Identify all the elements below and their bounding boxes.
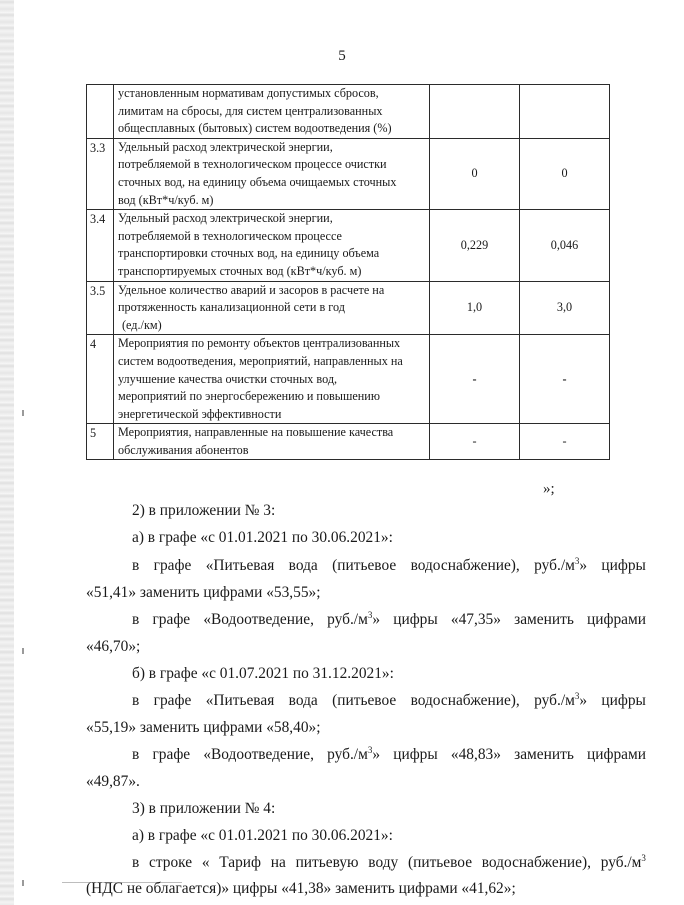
word	[534, 552, 587, 579]
word: цифрами	[587, 746, 646, 763]
word: в	[132, 557, 140, 574]
table-row	[87, 85, 610, 139]
table-row	[87, 138, 610, 209]
value-cell-1: 0	[430, 138, 520, 209]
value-cell-1: -	[430, 424, 520, 460]
word: графе	[152, 746, 191, 763]
unit-text: руб./м	[600, 854, 642, 871]
description-line: вод (кВт*ч/куб. м)	[118, 192, 214, 207]
paragraph: (НДС не облагается)» цифры «41,38» заменить цифрами «41,62»;	[86, 880, 516, 897]
word: «47,35»	[450, 611, 501, 628]
word: водоснабжение),	[481, 854, 591, 871]
word: воду	[368, 854, 399, 871]
word: графе	[153, 557, 192, 574]
paragraph: а) в графе «с 01.01.2021 по 30.06.2021»:	[132, 827, 393, 844]
word: в	[132, 611, 140, 628]
value-cell-2: -	[520, 335, 610, 424]
word: «Водоотведение,	[203, 611, 314, 628]
description-line: потребляемой в технологическом процессе	[118, 228, 342, 243]
word: в	[132, 746, 140, 763]
row-number: 3.3	[87, 138, 114, 209]
quote-mark: »	[372, 746, 381, 763]
description-line: энергетической эффективности	[118, 406, 282, 421]
row-number: 4	[87, 335, 114, 424]
description-line: Удельный расход электрической энергии,	[118, 139, 333, 154]
word: цифры	[393, 611, 438, 628]
value-cell-1: -	[430, 335, 520, 424]
word: водоснабжение),	[410, 557, 520, 574]
row-description	[114, 281, 430, 335]
paragraph: а) в графе «с 01.01.2021 по 30.06.2021»:	[132, 529, 393, 546]
value-cell-2: -	[520, 424, 610, 460]
row-description	[114, 210, 430, 281]
word: цифры	[601, 557, 646, 574]
word	[327, 606, 380, 633]
justified-line	[86, 849, 646, 876]
word: на	[270, 854, 286, 871]
unit-text: руб./м	[534, 692, 575, 709]
quote-mark: »	[579, 557, 588, 574]
word: «	[201, 854, 210, 871]
justified-line	[86, 687, 646, 714]
superscript: 3	[367, 745, 373, 755]
word: цифры	[393, 746, 438, 763]
row-number: 5	[87, 424, 114, 460]
scan-mark	[22, 648, 24, 654]
value-cell-1: 0,229	[430, 210, 520, 281]
row-description	[114, 424, 430, 460]
quote-mark: »	[579, 692, 588, 709]
word: Тариф	[219, 854, 262, 871]
row-description	[114, 138, 430, 209]
word: (питьевое	[407, 854, 473, 871]
scan-edge	[0, 0, 14, 905]
description-line: транспортируемых сточных вод (кВт*ч/куб. м)	[118, 263, 362, 278]
quote-mark: »	[372, 611, 381, 628]
word: (питьевое	[332, 557, 397, 574]
paragraph: «49,87».	[86, 773, 140, 790]
word: заменить	[514, 746, 574, 763]
description-line: общесплавных (бытовых) систем водоотведения (%)	[118, 121, 392, 136]
description-line: Удельный расход электрической энергии,	[118, 211, 333, 226]
superscript: 3	[367, 610, 373, 620]
paragraph: «55,19» заменить цифрами «58,40»;	[86, 719, 321, 736]
description-line: транспортировки сточных вод, на единицу объема	[118, 246, 380, 261]
paragraph: б) в графе «с 01.07.2021 по 31.12.2021»:	[132, 665, 394, 682]
word: в	[132, 692, 140, 709]
word: «48,83»	[450, 746, 501, 763]
unit-text: руб./м	[534, 557, 575, 574]
word: питьевую	[295, 854, 359, 871]
description-line: (ед./км)	[122, 317, 162, 332]
description-line: сточных вод, на единицу объема очищаемых сточных	[118, 174, 397, 189]
word	[534, 687, 587, 714]
word: в	[132, 854, 140, 871]
description-line: обслуживания абонентов	[118, 442, 249, 457]
description-line: потребляемой в технологическом процессе очистки	[118, 157, 387, 172]
table-row	[87, 210, 610, 281]
description-line: систем водоотведения, мероприятий, направленных на	[118, 353, 403, 368]
word: водоснабжение),	[410, 692, 520, 709]
word: (питьевое	[332, 692, 397, 709]
value-cell-2: 0	[520, 138, 610, 209]
word: «Питьевая	[205, 692, 275, 709]
superscript: 3	[641, 853, 646, 863]
justified-line	[86, 552, 646, 579]
value-cell-1: 1,0	[430, 281, 520, 335]
word: вода	[288, 557, 318, 574]
word: «Питьевая	[205, 557, 275, 574]
indicators-table	[86, 84, 610, 460]
paragraph: 2) в приложении № 3:	[132, 502, 276, 519]
superscript: 3	[574, 691, 580, 701]
unit-text: руб./м	[327, 611, 368, 628]
paragraph: «46,70»;	[86, 638, 141, 655]
word: вода	[288, 692, 318, 709]
word	[327, 741, 380, 768]
scan-mark	[22, 880, 24, 886]
description-line: установленным нормативам допустимых сбросов,	[118, 86, 379, 100]
value-cell-2: 3,0	[520, 281, 610, 335]
word: графе	[153, 692, 192, 709]
value-cell-1	[430, 85, 520, 139]
unit-text: руб./м	[327, 746, 368, 763]
word: цифры	[601, 692, 646, 709]
justified-line	[86, 606, 646, 633]
word: строке	[149, 854, 193, 871]
value-cell-2: 0,046	[520, 210, 610, 281]
justified-line	[86, 741, 646, 768]
description-line: Мероприятия по ремонту объектов централизованных	[118, 336, 401, 351]
table-row	[87, 335, 610, 424]
value-cell-2	[520, 85, 610, 139]
word: цифрами	[587, 611, 646, 628]
description-line: Мероприятия, направленные на повышение качества	[118, 425, 394, 440]
scan-mark	[22, 410, 24, 416]
description-line: мероприятий по энергосбережению и повышению	[118, 389, 380, 404]
row-number: 3.5	[87, 281, 114, 335]
paragraph: «51,41» заменить цифрами «53,55»;	[86, 584, 321, 601]
description-line: протяженность канализационной сети в год	[118, 300, 345, 315]
word: графе	[152, 611, 191, 628]
page-number: 5	[338, 48, 346, 64]
description-line: улучшение качества очистки сточных вод,	[118, 371, 338, 386]
row-description	[114, 335, 430, 424]
word	[601, 849, 646, 876]
row-number	[87, 85, 114, 139]
description-line: Удельное количество аварий и засоров в расчете на	[118, 282, 385, 297]
table-row	[87, 424, 610, 460]
description-line: лимитам на сбросы, для систем централизованных	[118, 103, 383, 118]
superscript: 3	[574, 556, 580, 566]
table-row	[87, 281, 610, 335]
word: «Водоотведение,	[203, 746, 314, 763]
row-number: 3.4	[87, 210, 114, 281]
paragraph: 3) в приложении № 4:	[132, 800, 276, 817]
row-description	[114, 85, 430, 139]
word: заменить	[514, 611, 574, 628]
table-closing-quote: »;	[543, 481, 555, 497]
